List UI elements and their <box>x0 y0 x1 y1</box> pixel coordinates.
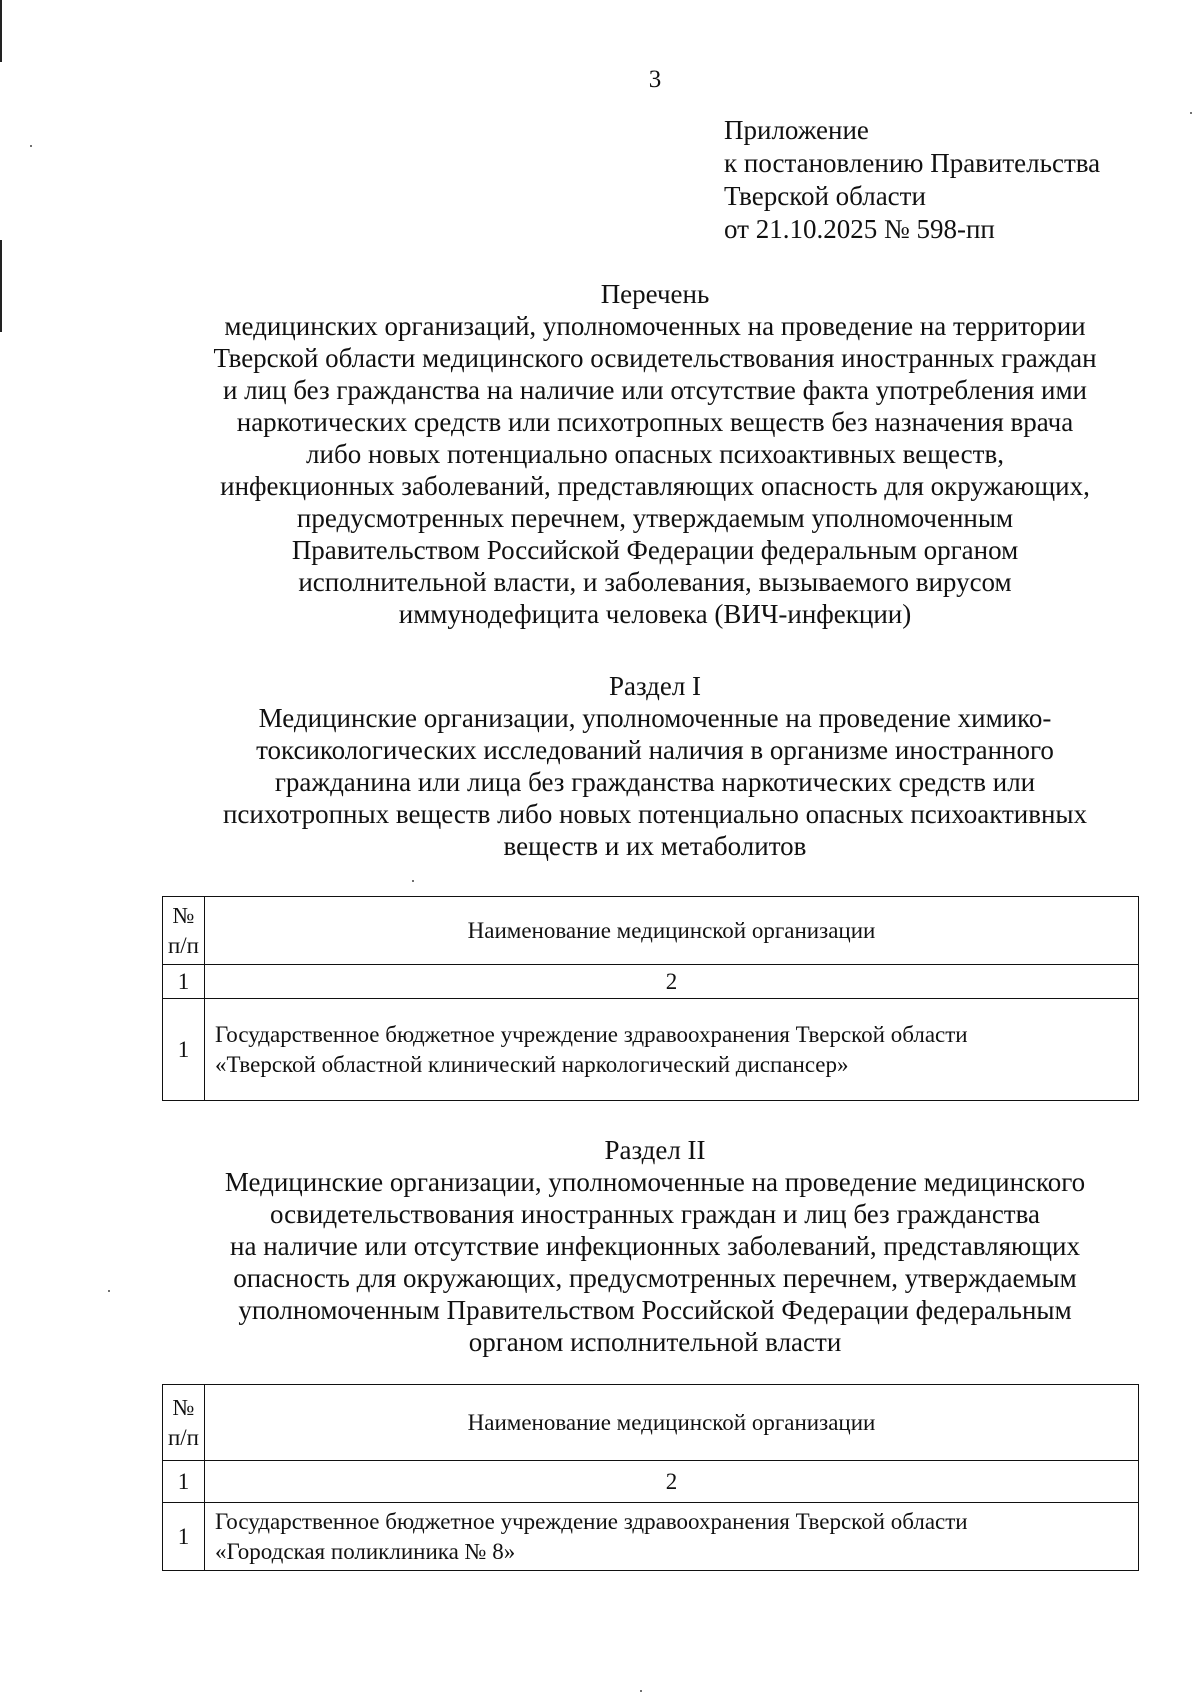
row-num-cell: 1 <box>163 1503 205 1571</box>
page-number: 3 <box>648 66 662 93</box>
section1-heading: Раздел I <box>608 671 702 701</box>
main-title-line: и лиц без гражданства на наличие или отсутствие факта употребления ими <box>222 375 1087 405</box>
header-name-cell: Наименование медицинской организации <box>205 897 1139 965</box>
appendix-line: Приложение <box>724 115 869 145</box>
section1-line: гражданина или лица без гражданства наркотических средств или <box>274 767 1036 797</box>
main-title-line: инфекционных заболеваний, представляющих опасность для окружающих, <box>220 471 1090 501</box>
section2-heading: Раздел II <box>604 1135 706 1165</box>
section2-line: на наличие или отсутствие инфекционных заболеваний, представляющих <box>230 1231 1080 1261</box>
scan-edge-mark <box>0 240 2 332</box>
table-row <box>163 999 1139 1101</box>
scan-speck <box>640 1690 642 1692</box>
header-num-label: п/п <box>167 932 199 958</box>
header-num-cell <box>163 897 205 965</box>
index-cell-1: 1 <box>163 1461 205 1503</box>
section1-line: веществ и их метаболитов <box>503 831 807 861</box>
index-cell-2: 2 <box>205 965 1139 999</box>
table-row <box>163 1503 1139 1571</box>
section1-table <box>162 896 1139 1101</box>
section1-line: Медицинские организации, уполномоченные на проведение химико- <box>258 703 1052 733</box>
appendix-block <box>724 114 1100 246</box>
table-index-row <box>163 965 1139 999</box>
index-cell-2: 2 <box>205 1461 1139 1503</box>
section2-table <box>162 1384 1139 1571</box>
header-name-cell: Наименование медицинской организации <box>205 1385 1139 1461</box>
org-name-line: Государственное бюджетное учреждение здравоохранения Тверской области <box>215 1021 968 1047</box>
section1-title <box>160 670 1150 862</box>
main-title <box>160 278 1150 630</box>
index-cell-1: 1 <box>163 965 205 999</box>
section2-line: опасность для окружающих, предусмотренных перечнем, утверждаемым <box>233 1263 1077 1293</box>
main-title-line: либо новых потенциально опасных психоактивных веществ, <box>306 439 1004 469</box>
scan-speck <box>30 145 32 147</box>
table-index-row <box>163 1461 1139 1503</box>
main-title-line: иммунодефицита человека (ВИЧ-инфекции) <box>398 599 912 629</box>
row-name-cell <box>205 999 1139 1101</box>
row-num-cell: 1 <box>163 999 205 1101</box>
scan-edge-mark <box>0 0 2 62</box>
section2-line: Медицинские организации, уполномоченные на проведение медицинского <box>224 1167 1086 1197</box>
appendix-line: от 21.10.2025 № 598-пп <box>724 214 995 244</box>
main-title-line: предусмотренных перечнем, утверждаемым уполномоченным <box>296 503 1014 533</box>
org-name-line: «Тверской областной клинический наркологический диспансер» <box>215 1051 849 1077</box>
main-title-line: Тверской области медицинского освидетельствования иностранных граждан <box>213 343 1097 373</box>
header-num-cell <box>163 1385 205 1461</box>
section2-title <box>160 1134 1150 1358</box>
header-num-symbol: № <box>172 1394 195 1420</box>
main-title-heading: Перечень <box>600 279 710 309</box>
org-name-line: «Городская поликлиника № 8» <box>215 1538 516 1564</box>
section2-line: уполномоченным Правительством Российской Федерации федеральным <box>238 1295 1072 1325</box>
header-num-label: п/п <box>167 1424 199 1450</box>
org-name-line: Государственное бюджетное учреждение здравоохранения Тверской области <box>215 1508 968 1534</box>
table-header-row <box>163 1385 1139 1461</box>
appendix-line: Тверской области <box>724 181 926 211</box>
main-title-line: медицинских организаций, уполномоченных на проведение на территории <box>224 311 1086 341</box>
main-title-line: исполнительной власти, и заболевания, вызываемого вирусом <box>298 567 1012 597</box>
section2-line: освидетельствования иностранных граждан и лиц без гражданства <box>269 1199 1040 1229</box>
main-title-line: наркотических средств или психотропных веществ без назначения врача <box>236 407 1074 437</box>
scan-speck <box>108 1290 110 1292</box>
section1-line: токсикологических исследований наличия в организме иностранного <box>256 735 1054 765</box>
scan-speck <box>412 880 414 882</box>
row-name-cell <box>205 1503 1139 1571</box>
section1-line: психотропных веществ либо новых потенциально опасных психоактивных <box>222 799 1088 829</box>
table-header-row <box>163 897 1139 965</box>
appendix-line: к постановлению Правительства <box>724 148 1101 178</box>
scan-speck <box>1190 112 1192 114</box>
main-title-line: Правительством Российской Федерации федеральным органом <box>291 535 1019 565</box>
section2-line: органом исполнительной власти <box>468 1327 842 1357</box>
header-num-symbol: № <box>172 902 195 928</box>
